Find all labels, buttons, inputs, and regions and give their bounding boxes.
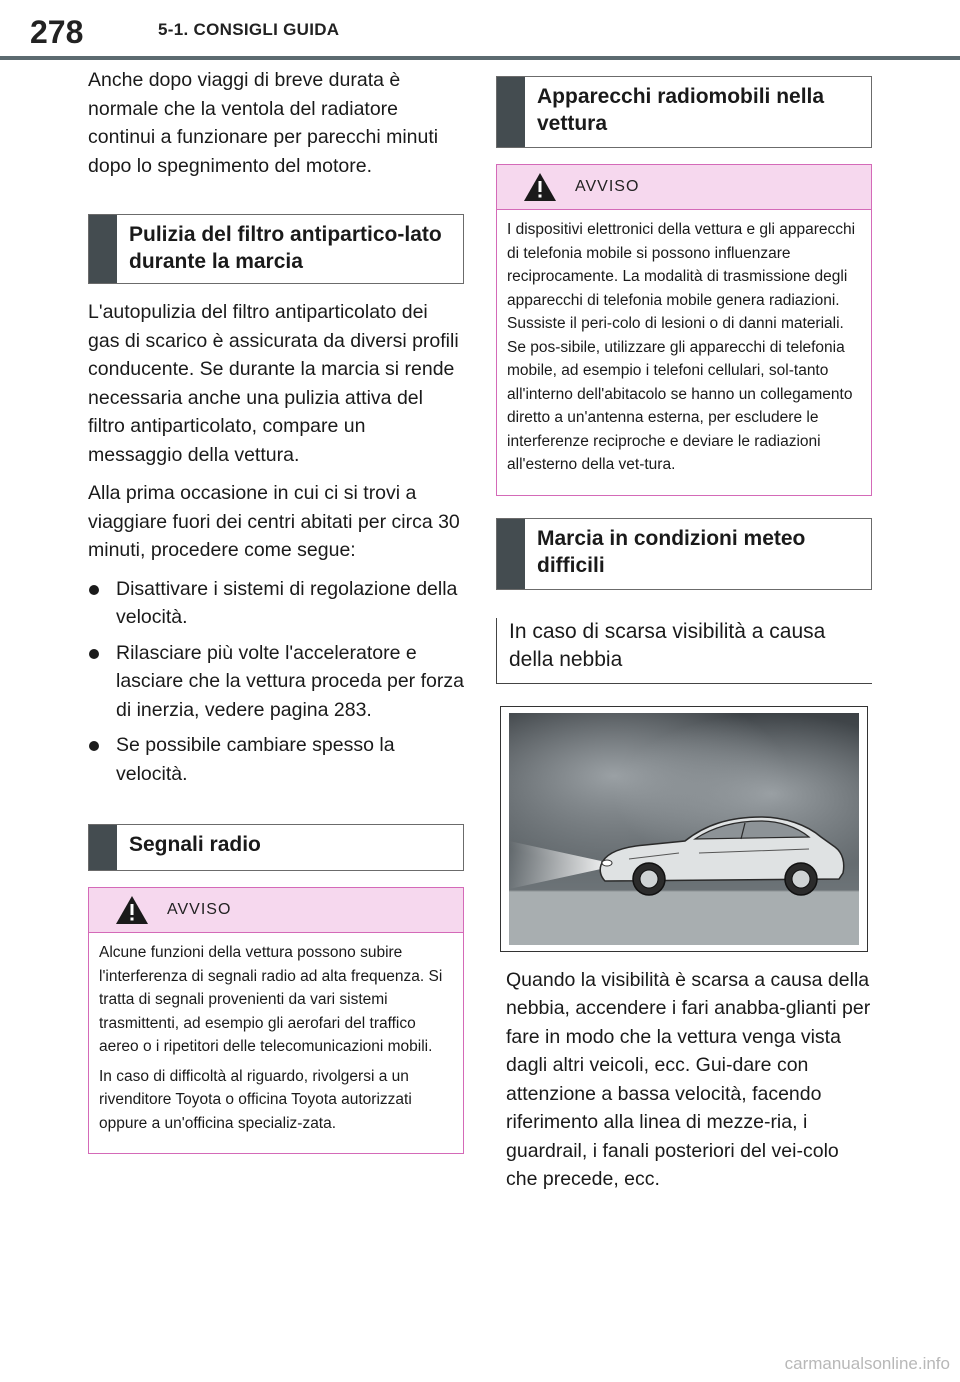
left-column bbox=[88, 66, 464, 1154]
list-item: Disattivare i sistemi di regolazione della velocità. bbox=[88, 575, 464, 632]
right-column bbox=[496, 76, 872, 1194]
warning-paragraph: Alcune funzioni della vettura possono subire l'interferenza di segnali radio ad alta frequenza. Si tratta di segnali provenienti da vari sistemi trasmittenti, ad esempio gli aerofari del traffico aereo o i ripetitori delle telecomunicazioni mobili. bbox=[99, 944, 443, 1055]
car-in-fog-image bbox=[509, 713, 859, 945]
warning-paragraph: I dispositivi elettronici della vettura e gli apparecchi di telefonia mobile si possono influenzare reciprocamente. La modalità di trasmissione degli apparecchi di telefonia mobile genera radiazioni. Sussiste il peri-colo di lesioni o di danni materiali. Se pos-sibile, utilizzare gli apparecchi di telefonia mobile, ad esempio i telefoni cellulari, sol-tanto all'interno dell'abitacolo se hanno un collegamento diretto a un'antenna esterna, per escludere le interferenze reciproche e deviare le radiazioni all'esterno della vet-tura. bbox=[507, 221, 856, 473]
warning-paragraph: In caso di difficoltà al riguardo, rivolgersi a un rivenditore Toyota o officina Toyota autorizzati oppure a un'officina specializ-zata. bbox=[99, 1067, 412, 1132]
heading-text: Apparecchi radiomobili nella vettura bbox=[537, 85, 825, 135]
warning-body bbox=[89, 933, 463, 1153]
heading-bar bbox=[497, 519, 525, 589]
heading-bar bbox=[497, 77, 525, 147]
warning-box-telefonia bbox=[496, 164, 872, 496]
warning-header bbox=[89, 888, 463, 933]
bullet-list bbox=[88, 575, 464, 789]
heading-text: Pulizia del filtro antipartico-lato durante la marcia bbox=[129, 223, 442, 273]
warning-triangle-icon bbox=[115, 895, 149, 925]
heading-segnali-radio bbox=[88, 824, 464, 871]
warning-title: AVVISO bbox=[167, 901, 232, 918]
warning-header bbox=[497, 165, 871, 210]
paragraph-autopulizia: L'autopulizia del filtro antiparticolato dei gas di scarico è assicurata da diversi profili conducente. Se durante la marcia si rende necessaria anche una pulizia attiva del filtro antiparticolato, compare un messaggio della vettura. bbox=[88, 301, 459, 466]
warning-triangle-icon bbox=[523, 172, 557, 202]
heading-pulizia-filtro bbox=[88, 214, 464, 284]
heading-bar bbox=[89, 215, 117, 283]
list-item: Rilasciare più volte l'acceleratore e lasciare che la vettura proceda per forza di inerzia, vedere pagina 283. bbox=[88, 639, 464, 725]
subheading-nebbia: In caso di scarsa visibilità a causa della nebbia bbox=[496, 618, 872, 684]
intro-paragraph: Anche dopo viaggi di breve durata è normale che la ventola del radiatore continui a funzionare per parecchi minuti dopo lo spegnimento del motore. bbox=[88, 69, 439, 177]
paragraph-prima-occasione: Alla prima occasione in cui ci si trovi a viaggiare fuori dei centri abitati per circa 30 minuti, procedere come segue: bbox=[88, 482, 460, 561]
bullet-icon bbox=[89, 741, 99, 751]
page-number: 278 bbox=[30, 14, 84, 50]
bullet-icon bbox=[89, 649, 99, 659]
section-label: 5-1. CONSIGLI GUIDA bbox=[158, 20, 340, 39]
list-item: Se possibile cambiare spesso la velocità. bbox=[88, 731, 464, 788]
heading-marcia-meteo bbox=[496, 518, 872, 590]
warning-box-radio bbox=[88, 887, 464, 1154]
warning-body bbox=[497, 210, 871, 495]
heading-text: Marcia in condizioni meteo difficili bbox=[537, 526, 806, 577]
paragraph-visibilita: Quando la visibilità è scarsa a causa della nebbia, accendere i fari anabba-glianti per fare in modo che la vettura venga vista dagli altri veicoli, ecc. Gui-dare con attenzione a bassa velocità, facendo riferimento alla linea di mezze-ria, i guardrail, i fanali posteriori del vei-colo che precede, ecc. bbox=[506, 968, 871, 1190]
bullet-icon bbox=[89, 585, 99, 595]
heading-apparecchi-radiomobili bbox=[496, 76, 872, 148]
heading-bar bbox=[89, 825, 117, 870]
heading-text: Segnali radio bbox=[129, 833, 261, 856]
watermark: carmanualsonline.info bbox=[784, 1354, 950, 1373]
warning-title: AVVISO bbox=[575, 178, 640, 195]
fog-car-illustration bbox=[500, 706, 868, 952]
header-rule bbox=[0, 56, 960, 60]
